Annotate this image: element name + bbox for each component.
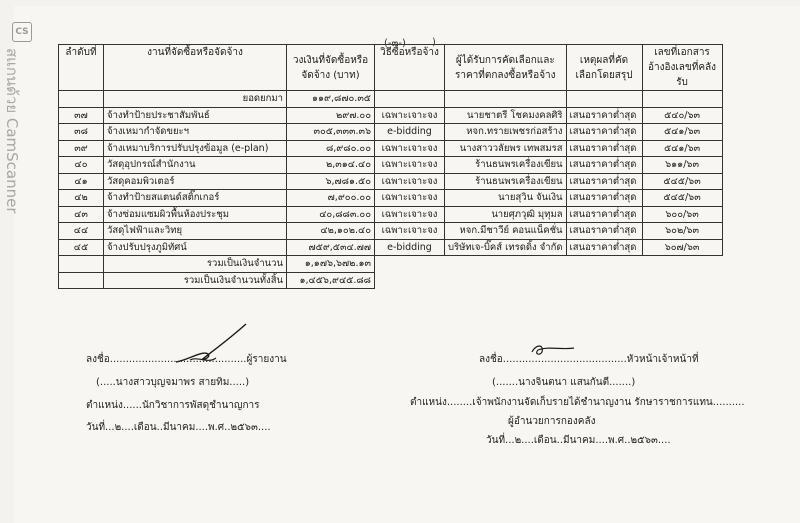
row-number: ๓๗ <box>59 107 104 124</box>
subtotal-amount: ๑,๑๗๖,๖๗๒.๑๓ <box>287 256 375 273</box>
row-method: เฉพาะเจาะจง <box>375 173 445 190</box>
row-amount: ๒,๓๑๔.๔๐ <box>287 157 375 174</box>
row-reference: ๕๔๐/๖๓ <box>642 107 722 124</box>
right-sign-date: วันที่...๒....เดือน..มีนาคม....พ.ศ..๒๕๖๓.... <box>486 435 671 446</box>
row-task: วัสดุคอมพิวเตอร์ <box>104 173 287 190</box>
row-number: ๔๔ <box>59 223 104 240</box>
row-reference: ๕๔๕/๖๓ <box>642 190 722 207</box>
header-cell: วงเงินที่จัดซื้อหรือจัดจ้าง (บาท) <box>287 45 375 91</box>
page-number: (-๓-) <box>384 38 406 49</box>
row-reason: เสนอราคาต่ำสุด <box>566 190 642 207</box>
carry-forward-amount: ๑๑๙,๘๗๐.๓๕ <box>287 91 375 108</box>
row-task: จ้างทำป้ายประชาสัมพันธ์ <box>104 107 287 124</box>
right-sign-line: ลงชื่อ.......................................หัวหน้าเจ้าหน้าที่ <box>479 354 699 365</box>
table-row <box>59 157 723 174</box>
table-row <box>59 190 723 207</box>
row-reason: เสนอราคาต่ำสุด <box>566 124 642 141</box>
row-reference: ๖๐๐/๖๓ <box>642 206 722 223</box>
row-reason: เสนอราคาต่ำสุด <box>566 206 642 223</box>
row-number: ๔๓ <box>59 206 104 223</box>
row-reference: ๖๐๗/๖๓ <box>642 239 722 256</box>
row-vendor: ร้านธนพรเครื่องเขียน <box>445 157 567 174</box>
row-vendor: นายศุภวุฒิ มุทุมล <box>445 206 567 223</box>
row-reference: ๕๔๕/๖๓ <box>642 173 722 190</box>
table-header-row <box>59 45 723 91</box>
left-sign-date: วันที่...๒....เดือน..มีนาคม....พ.ศ..๒๕๖๓.... <box>86 422 271 433</box>
row-number: ๔๑ <box>59 173 104 190</box>
row-amount: ๔๐,๘๘๓.๐๐ <box>287 206 375 223</box>
row-task: วัสดุอุปกรณ์สำนักงาน <box>104 157 287 174</box>
right-signer-position: ตำแหน่ง........เจ้าพนักงานจัดเก็บรายได้ชำนาญงาน รักษาราชการแทน.......... <box>410 397 745 408</box>
row-vendor: หจก.มีชาวีย์ คอนแน็คชั่น <box>445 223 567 240</box>
table-row <box>59 107 723 124</box>
row-amount: ๖,๗๘๑.๕๐ <box>287 173 375 190</box>
header-cell: ลำดับที่ <box>59 45 104 91</box>
subtotal-label: รวมเป็นเงินจำนวน <box>104 256 287 273</box>
row-task: จ้างทำป้ายสแตนด์สติ๊กเกอร์ <box>104 190 287 207</box>
row-number: ๔๕ <box>59 239 104 256</box>
row-reason: เสนอราคาต่ำสุด <box>566 107 642 124</box>
camscanner-logo-icon: CS <box>12 22 32 42</box>
carry-forward-label: ยอดยกมา <box>104 91 287 108</box>
header-cell: ผู้ได้รับการคัดเลือกและราคาที่ตกลงซื้อหรือจ้าง <box>445 45 567 91</box>
row-task: วัสดุไฟฟ้าและวิทยุ <box>104 223 287 240</box>
header-cell: เลขที่เอกสารอ้างอิงเลขที่คลังรับ <box>642 45 722 91</box>
row-vendor: นายชาตรี โชคมงคลศิริ <box>445 107 567 124</box>
row-reason: เสนอราคาต่ำสุด <box>566 223 642 240</box>
header-cell: เหตุผลที่คัดเลือกโดยสรุป <box>566 45 642 91</box>
row-amount: ๗๕๙,๕๓๔.๗๗ <box>287 239 375 256</box>
table-row <box>59 206 723 223</box>
row-method: เฉพาะเจาะจง <box>375 190 445 207</box>
row-vendor: นางสาววลัยพร เทพสมรส <box>445 140 567 157</box>
right-signer-name: (.......นางจินตนา แสนกันตี.......) <box>492 377 636 388</box>
row-reference: ๖๑๑/๖๓ <box>642 157 722 174</box>
row-reason: เสนอราคาต่ำสุด <box>566 239 642 256</box>
camscanner-watermark <box>3 22 36 262</box>
row-method: เฉพาะเจาะจง <box>375 157 445 174</box>
row-method: e-bidding <box>375 124 445 141</box>
header-cell: วิธีซื้อหรือจ้าง <box>375 45 445 91</box>
total-label: รวมเป็นเงินจำนวนทั้งสิ้น <box>104 272 287 289</box>
left-sign-line: ลงชื่อ...........................................ผู้รายงาน <box>86 354 287 365</box>
row-reason: เสนอราคาต่ำสุด <box>566 157 642 174</box>
left-signer-position: ตำแหน่ง......นักวิชาการพัสดุชำนาญการ <box>86 400 260 411</box>
row-vendor: หจก.ทรายเพชรก่อสร้าง <box>445 124 567 141</box>
table-row <box>59 173 723 190</box>
total-row <box>59 272 723 289</box>
table-row <box>59 140 723 157</box>
stray-mark: ) <box>432 37 436 48</box>
right-signer-position-2: ผู้อำนวยการกองคลัง <box>508 416 596 427</box>
row-reference: ๕๔๑/๖๓ <box>642 124 722 141</box>
row-number: ๓๘ <box>59 124 104 141</box>
row-reason: เสนอราคาต่ำสุด <box>566 173 642 190</box>
subtotal-row <box>59 256 723 273</box>
row-number: ๔๒ <box>59 190 104 207</box>
total-amount: ๑,๔๕๖,๙๔๕.๘๘ <box>287 272 375 289</box>
row-vendor: บริษัทเจ-บิ๊คส์ เทรดดิ้ง จำกัด <box>445 239 567 256</box>
row-task: จ้างซ่อมแซมผิวพื้นห้องประชุม <box>104 206 287 223</box>
table-row <box>59 124 723 141</box>
carry-forward-row <box>59 91 723 108</box>
row-task: จ้างเหมากำจัดขยะฯ <box>104 124 287 141</box>
row-reason: เสนอราคาต่ำสุด <box>566 140 642 157</box>
watermark-text: สแกนด้วย CamScanner <box>3 48 21 214</box>
table-row <box>59 223 723 240</box>
row-number: ๔๐ <box>59 157 104 174</box>
row-amount: ๘,๙๘๐.๐๐ <box>287 140 375 157</box>
row-method: เฉพาะเจาะจง <box>375 140 445 157</box>
row-method: เฉพาะเจาะจง <box>375 107 445 124</box>
header-cell: งานที่จัดซื้อหรือจัดจ้าง <box>104 45 287 91</box>
row-task: จ้างเหมาบริการปรับปรุงข้อมูล (e-plan) <box>104 140 287 157</box>
row-task: จ้างปรับปรุงภูมิทัศน์ <box>104 239 287 256</box>
left-signer-name: (.....นางสาวบุญจมาพร สายทิม.....) <box>96 377 250 388</box>
row-number: ๓๙ <box>59 140 104 157</box>
row-reference: ๕๔๑/๖๓ <box>642 140 722 157</box>
row-reference: ๖๐๒/๖๓ <box>642 223 722 240</box>
row-method: e-bidding <box>375 239 445 256</box>
row-vendor: นายสุวิน จันเงิน <box>445 190 567 207</box>
row-amount: ๒๙๗.๐๐ <box>287 107 375 124</box>
row-amount: ๗,๙๐๐.๐๐ <box>287 190 375 207</box>
table-row <box>59 239 723 256</box>
row-amount: ๓๐๕,๓๓๓.๓๖ <box>287 124 375 141</box>
row-vendor: ร้านธนพรเครื่องเขียน <box>445 173 567 190</box>
row-amount: ๔๒,๑๐๒.๔๐ <box>287 223 375 240</box>
procurement-table <box>58 44 723 289</box>
row-method: เฉพาะเจาะจง <box>375 206 445 223</box>
row-method: เฉพาะเจาะจง <box>375 223 445 240</box>
